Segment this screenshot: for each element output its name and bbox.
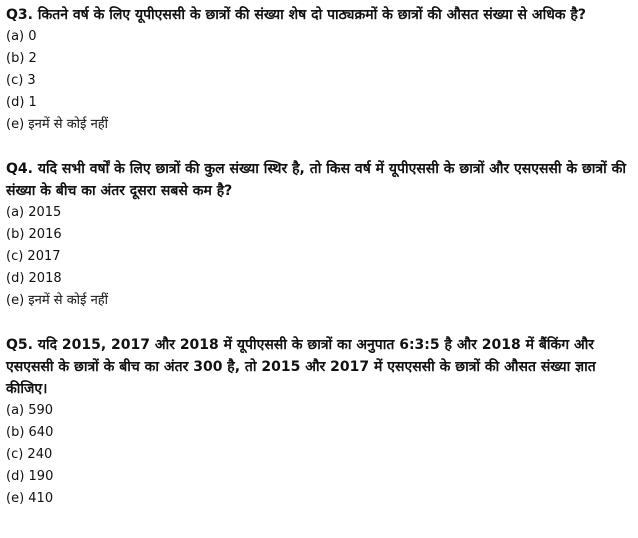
option-3c: (c) 3 (6, 73, 36, 88)
question-4 (6, 158, 632, 312)
question-5-options (6, 400, 632, 510)
question-5 (6, 334, 632, 510)
question-5-body: यदि 2015, 2017 और 2018 में यूपीएससी के छात्रों का अनुपात 6:3:5 है और 2018 में बैंकिंग और एसएससी के छात्रों के बीच का अंतर 300 है, तो 2015 और 2017 में एसएससी के छात्रों की औसत संख्या ज्ञात कीजिए। (6, 337, 596, 397)
option-5c: (c) 240 (6, 447, 53, 462)
option-4e: (e) इनमें से कोई नहीं (6, 293, 109, 308)
question-3-options (6, 26, 632, 136)
question-spacer (6, 312, 632, 334)
question-3-body: कितने वर्ष के लिए यूपीएससी के छात्रों की संख्या शेष दो पाठ्यक्रमों के छात्रों की औसत संख्या से अधिक है? (37, 7, 586, 23)
option-3e: (e) इनमें से कोई नहीं (6, 117, 109, 132)
question-4-number: Q4. (6, 161, 33, 177)
option-5d: (d) 190 (6, 469, 54, 484)
question-sheet (6, 4, 632, 510)
option-3a: (a) 0 (6, 29, 37, 44)
question-4-options (6, 202, 632, 312)
option-4c: (c) 2017 (6, 249, 61, 264)
question-spacer (6, 136, 632, 158)
question-5-text (6, 334, 632, 400)
question-3-number: Q3. (6, 7, 33, 23)
option-3d: (d) 1 (6, 95, 37, 110)
option-3b: (b) 2 (6, 51, 37, 66)
question-5-number: Q5. (6, 337, 33, 353)
question-3-text (6, 4, 632, 26)
option-4b: (b) 2016 (6, 227, 62, 242)
option-4d: (d) 2018 (6, 271, 62, 286)
option-5e: (e) 410 (6, 491, 54, 506)
option-5a: (a) 590 (6, 403, 54, 418)
question-3 (6, 4, 632, 136)
question-4-text (6, 158, 632, 202)
option-4a: (a) 2015 (6, 205, 62, 220)
question-4-body: यदि सभी वर्षों के लिए छात्रों की कुल संख्या स्थिर है, तो किस वर्ष में यूपीएससी के छात्रों और एसएससी के छात्रों की संख्या के बीच का अंतर दूसरा सबसे कम है? (6, 161, 627, 199)
option-5b: (b) 640 (6, 425, 54, 440)
